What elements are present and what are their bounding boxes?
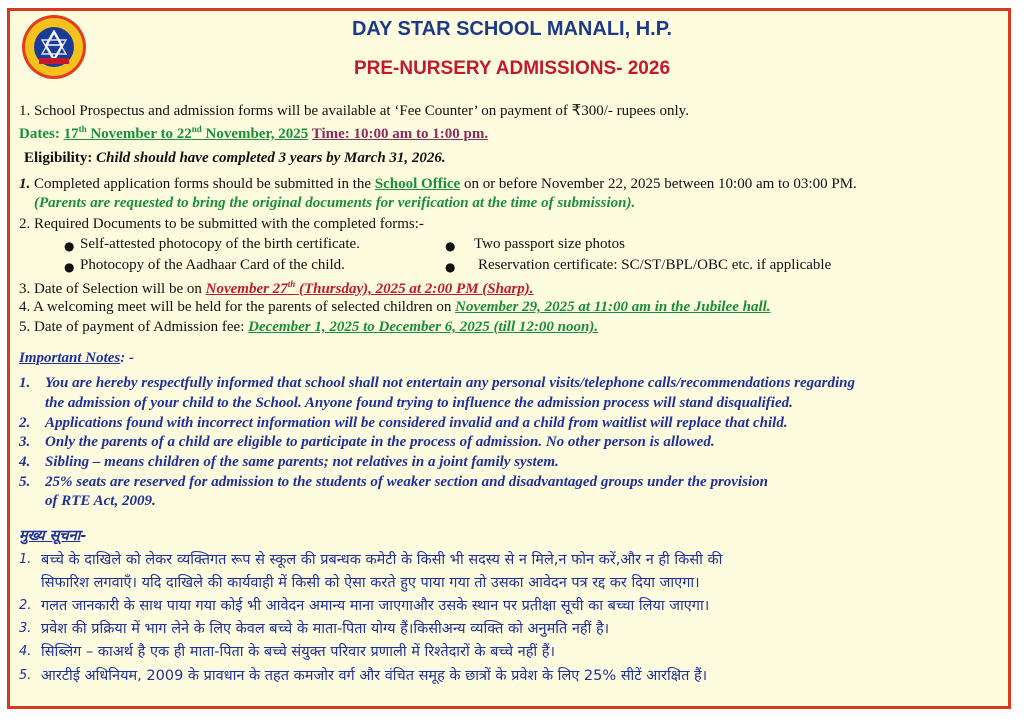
dates-label: Dates:: [19, 126, 60, 142]
note-item: You are hereby respectfully informed that school shall not entertain any personal visits/telephone calls/recommendations regarding: [45, 375, 856, 391]
hindi-note-item: गलत जानकारी के साथ पाया गया कोई भी आवेदन अमान्य माना जाएगाऔर उसके स्थान पर प्रतीक्षा सूची का बच्चा लिया जाएगा।: [41, 598, 710, 614]
note-item: the admission of your child to the School. Anyone found trying to influence the admission process will stand disqualified.: [45, 395, 793, 411]
important-notes-heading: Important Notes: -: [19, 350, 135, 366]
note-item: Sibling – means children of the same parents; not relatives in a joint family system.: [45, 454, 559, 470]
fee-payment-date: December 1, 2025 to December 6, 2025 (till 12:00 noon).: [248, 319, 599, 335]
page-title: PRE-NURSERY ADMISSIONS- 2026: [353, 58, 671, 79]
hindi-note-item: प्रवेश की प्रक्रिया में भाग लेने के लिए केवल बच्चे के माता-पिता योग्य हैं।किसीअन्य व्यक्ति को अनुमति नहीं है।: [41, 621, 610, 637]
hindi-note-item: सिफारिश लगवाएँ। यदि दाखिले की कार्यवाही में किसी को ऐसा करते हुए पाया गया तो उसका आवेदन पत्र रद्द कर दिया जाएगा।: [41, 575, 700, 591]
note-item: of RTE Act, 2009.: [45, 493, 156, 509]
hindi-notes-heading: मुख्य सूचना-: [19, 528, 87, 544]
hindi-note-item: सिब्लिंग – काअर्थ है एक ही माता-पिता के बच्चे संयुक्त परिवार प्रणाली में रिश्तेदारों के बच्चे नहीं हैं।: [41, 644, 555, 660]
school-office: School Office: [374, 176, 461, 192]
document-item: Reservation certificate: SC/ST/BPL/OBC etc. if applicable: [478, 257, 832, 273]
hindi-note-item: बच्चे के दाखिले को लेकर व्यक्तिगत रूप से स्कूल की प्रबन्धक कमेटी के किसी भी सदस्य से न मिले,न फोन करें,और न ही किसी की: [41, 552, 723, 568]
prospectus-line: 1. School Prospectus and admission forms will be available at ‘Fee Counter’ on payment of ₹300/- rupees only.: [19, 103, 689, 119]
note-number: 1.: [19, 375, 31, 391]
point-1-note: (Parents are requested to bring the original documents for verification at the time of submission).: [34, 195, 636, 211]
eligibility-text: Child should have completed 3 years by March 31, 2026.: [96, 150, 446, 166]
hindi-note-number: 1.: [19, 552, 32, 567]
hindi-note-number: 5.: [19, 668, 32, 683]
note-number: 5.: [19, 474, 31, 490]
eligibility-label: Eligibility:: [24, 150, 93, 166]
welcome-meet-date: November 29, 2025 at 11:00 am in the Jubilee hall.: [455, 299, 771, 315]
bullet-icon: ●: [64, 239, 75, 253]
selection-date: November 27th (Thursday), 2025 at 2:00 PM (Sharp).: [205, 279, 534, 297]
dates-line: [19, 124, 488, 143]
bullet-icon: ●: [445, 239, 456, 253]
school-name: DAY STAR SCHOOL MANALI, H.P.: [351, 18, 673, 40]
point-3: 3. Date of Selection will be on November 27th (Thursday), 2025 at 2:00 PM (Sharp).: [19, 279, 534, 297]
note-number: 2.: [19, 415, 31, 431]
hindi-note-number: 2.: [19, 598, 32, 613]
note-item: Only the parents of a child are eligible to participate in the process of admission. No other person is allowed.: [45, 434, 715, 450]
eligibility-line: [24, 150, 446, 167]
hindi-note-item: आरटीई अधिनियम, 2009 के प्रावधान के तहत कमजोर वर्ग और वंचित समूह के छात्रों के प्रवेश के लिए 25% सीटें आरक्षित हैं।: [41, 668, 708, 684]
note-item: 25% seats are reserved for admission to the students of weaker section and disadvantaged groups under the provision: [45, 474, 768, 490]
time-range: Time: 10:00 am to 1:00 pm.: [311, 126, 489, 142]
bullet-icon: ●: [64, 260, 75, 274]
hindi-note-number: 4.: [19, 644, 32, 659]
note-number: 4.: [19, 454, 31, 470]
dates-range: 17th November to 22nd November, 2025: [63, 124, 309, 142]
document-item: Two passport size photos: [474, 236, 626, 252]
document-item: Self-attested photocopy of the birth certificate.: [80, 236, 360, 252]
note-number: 3.: [19, 434, 31, 450]
point-2: 2. Required Documents to be submitted with the completed forms:-: [19, 216, 424, 232]
note-item: Applications found with incorrect information will be considered invalid and a child from waitlist will replace that child.: [45, 415, 788, 431]
point-1: 1. Completed application forms should be submitted in the School Office on or before November 22, 2025 between 10:00 am to 03:00 PM.: [19, 176, 857, 192]
bullet-icon: ●: [445, 260, 456, 274]
document-item: Photocopy of the Aadhaar Card of the child.: [80, 257, 345, 273]
point-4: 4. A welcoming meet will be held for the parents of selected children on November 29, 2025 at 11:00 am in the Jubilee hall.: [19, 299, 771, 315]
point-5: 5. Date of payment of Admission fee: December 1, 2025 to December 6, 2025 (till 12:00 noon).: [19, 319, 599, 335]
hindi-note-number: 3.: [19, 621, 32, 636]
